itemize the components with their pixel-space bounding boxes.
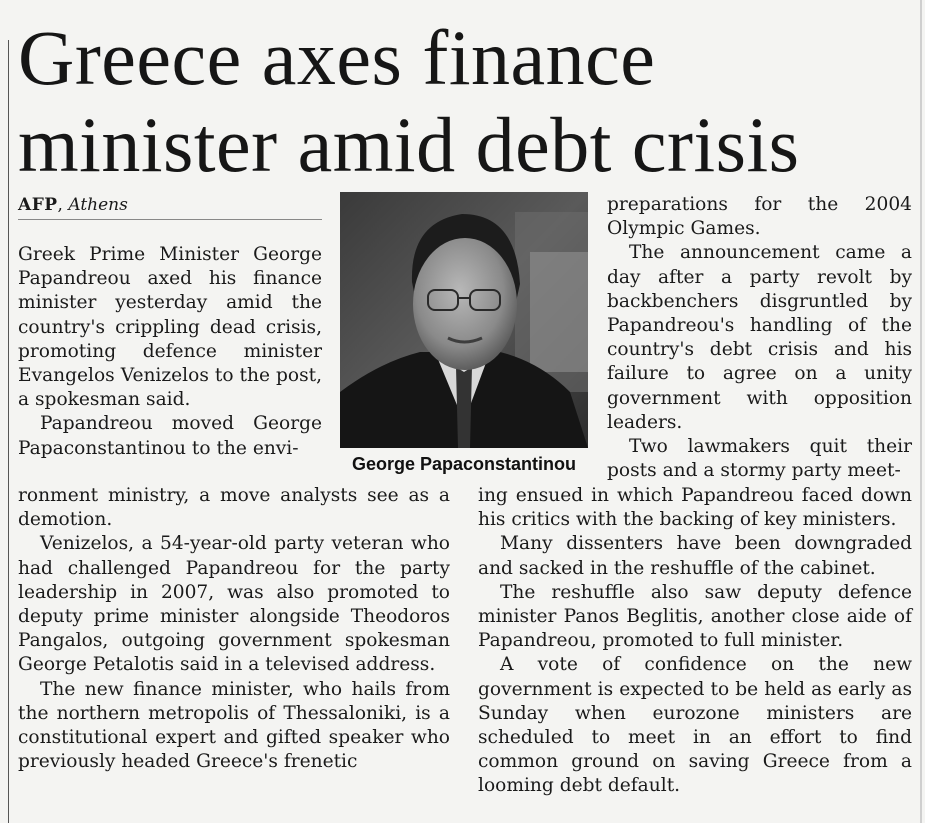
page-edge	[920, 0, 922, 823]
byline-divider	[18, 219, 322, 220]
byline-block	[18, 194, 322, 216]
article-column-left-top	[18, 243, 322, 461]
headline-line-1: Greece axes finance	[18, 14, 656, 101]
paragraph: The new finance minister, who hails from the northern metropolis of Thessaloniki, is a constitutional expert and gifted speaker who previously headed Greece's frenetic	[18, 678, 450, 773]
article-column-right-top	[607, 193, 912, 483]
portrait-image	[340, 192, 588, 448]
paragraph: Greek Prime Minister George Papandreou axed his finance minister yesterday amid the country's crippling dead crisis, promoting defence minister Evangelos Venizelos to the post, a spokesman said.	[18, 244, 322, 411]
paragraph: Venizelos, a 54-year-old party veteran who had challenged Papandreou for the party leadership in 2007, was also promoted to deputy prime minister alongside Theodoros Pangalos, outgoing government spokesman George Petalotis said in a televised address.	[18, 533, 450, 676]
paragraph: Many dissenters have been downgraded and sacked in the reshuffle of the cabinet.	[478, 533, 912, 579]
paragraph: The announcement came a day after a party revolt by backbenchers disgruntled by Papandreou's handling of the country's debt crisis and his failure to agree on a unity government with opposition leaders.	[607, 242, 912, 433]
paragraph: Two lawmakers quit their posts and a stormy party meet-	[607, 436, 912, 482]
headline	[18, 14, 918, 188]
headline-line-2: minister amid debt crisis	[18, 101, 800, 188]
byline	[18, 194, 322, 216]
byline-agency: AFP	[18, 195, 58, 215]
paragraph: Papandreou moved George Papaconstantinou to the envi-	[18, 413, 322, 459]
byline-separator: ,	[57, 195, 69, 215]
portrait-photo	[340, 192, 588, 448]
paragraph: A vote of confidence on the new government is expected to be held as early as Sunday when eurozone ministers are scheduled to meet in an effort to find common ground on saving Greece from a looming debt default.	[478, 654, 912, 797]
paragraph: ronment ministry, a move analysts see as a demotion.	[18, 485, 450, 531]
paragraph: ing ensued in which Papandreou faced down his critics with the backing of key ministers.	[478, 485, 912, 531]
byline-city: Athens	[68, 195, 128, 215]
paragraph: The reshuffle also saw deputy defence minister Panos Beglitis, another close aide of Papandreou, promoted to full minister.	[478, 581, 912, 652]
paragraph: preparations for the 2004 Olympic Games.	[607, 194, 912, 240]
article-column-right-bottom	[478, 484, 912, 799]
article-column-left-bottom	[18, 484, 450, 774]
photo-caption: George Papaconstantinou	[351, 454, 577, 474]
column-rule-left	[8, 40, 9, 823]
